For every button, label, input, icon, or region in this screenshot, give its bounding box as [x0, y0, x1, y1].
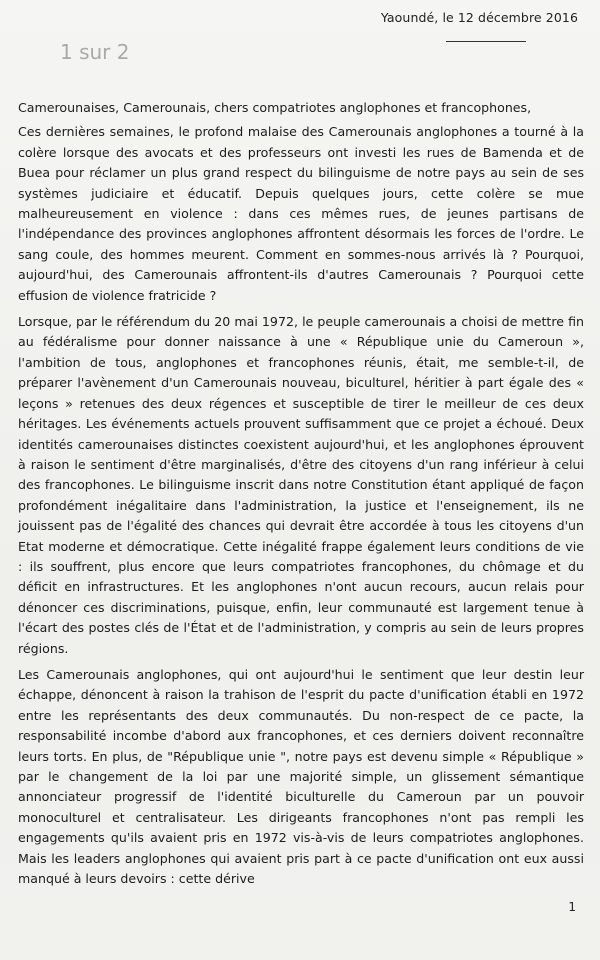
- letter-body: [18, 98, 584, 895]
- paragraph-3: Les Camerounais anglophones, qui ont aujourd'hui le sentiment que leur destin leur échappe, dénoncent à raison la trahison de l'esprit du pacte d'unification établi en 1972 entre les représentants des deux communautés. Du non-respect de ce pacte, la responsabilité incombe d'abord aux francophones, et ces derniers doivent reconnaître leurs torts. En plus, de "République unie ", notre pays est devenu simple « République » par le changement de la loi par une majorité simple, un glissement sémantique annonciateur progressif de l'identité biculturelle du Cameroun par un pouvoir monoculturel et centralisateur. Les dirigeants francophones n'ont pas rempli les engagements qu'ils avaient pris en 1972 vis-à-vis de leurs compatriotes anglophones. Mais les leaders anglophones qui avaient pris part à ce pacte d'unification ont eux aussi manqué à leurs devoirs : cette dérive: [18, 666, 584, 887]
- paragraph-2: Lorsque, par le référendum du 20 mai 1972, le peuple camerounais a choisi de mettre fin au fédéralisme pour donner naissance à une « République unie du Cameroun », l'ambition de tous, anglophones et francophones réunis, était, me semble-t-il, de préparer l'avènement d'un Camerounais nouveau, biculturel, héritier à part égale des « leçons » retenues des deux régences et susceptible de tirer le meilleur de ces deux héritages. Les événements actuels prouvent suffisamment que ce projet a échoué. Deux identités camerounaises distinctes coexistent aujourd'hui, et les anglophones éprouvent à raison le sentiment d'être marginalisés, d'être des citoyens d'un rang inférieur à celui des francophones. Le bilinguisme inscrit dans notre Constitution étant appliqué de façon profondément inégalitaire dans l'administration, la justice et l'enseignement, ils ne jouissent pas de l'égalité des chances qui devrait être accordée à tous les citoyens d'un Etat moderne et démocratique. Cette inégalité frappe également leurs conditions de vie : ils souffrent, plus encore que leurs compatriotes francophones, du chômage et du déficit en infrastructures. Et les anglophones n'ont aucun recours, aucun relais pour dénoncer ces discriminations, puisque, enfin, leur communauté est largement tenue à l'écart des postes clés de l'État et de l'administration, y compris au sein de leurs propres régions.: [18, 314, 584, 656]
- date-underline: [446, 41, 526, 42]
- salutation: Camerounaises, Camerounais, chers compatriotes anglophones et francophones,: [18, 100, 532, 115]
- page-number: 1: [568, 900, 576, 914]
- paragraph-1: Ces dernières semaines, le profond malaise des Camerounais anglophones a tourné à la colère lorsque des avocats et des professeurs ont investi les rues de Bamenda et de Buea pour réclamer un plus grand respect du bilinguisme de notre pays au sein de ses systèmes judiciaire et éducatif. Depuis quelques jours, cette colère se mue malheureusement en violence : dans ces mêmes rues, de jeunes partisans de l'indépendance des provinces anglophones affrontent désormais les forces de l'ordre. Le sang coule, des hommes meurent. Comment en sommes-nous arrivés là ? Pourquoi, aujourd'hui, des Camerounais affrontent-ils d'autres Camerounais ? Pourquoi cette effusion de violence fratricide ?: [18, 124, 584, 303]
- page-counter: 1 sur 2: [60, 40, 130, 64]
- dateline: Yaoundé, le 12 décembre 2016: [380, 10, 578, 25]
